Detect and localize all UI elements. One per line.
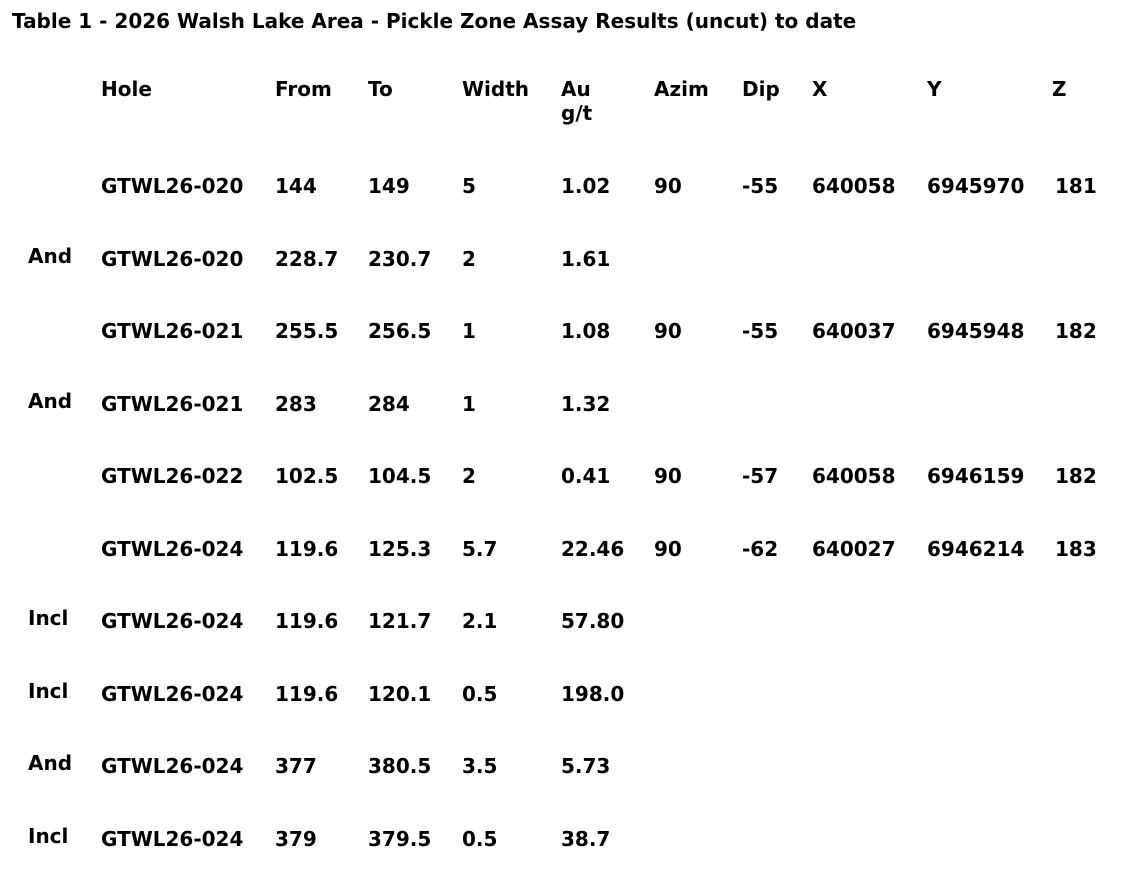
cell-y: 6946159 [927,464,1025,488]
cell-au: 57.80 [561,609,625,633]
cell-au: 1.02 [561,174,611,198]
cell-to: 121.7 [368,609,432,633]
cell-width: 2.1 [462,609,498,633]
cell-au: 1.32 [561,392,611,416]
cell-from: 119.6 [275,537,339,561]
cell-azim: 90 [654,537,682,561]
cell-z: 182 [1055,319,1097,343]
row-qualifier: Incl [28,606,69,630]
header-hole: Hole [101,77,152,101]
cell-to: 379.5 [368,827,432,851]
cell-from: 144 [275,174,317,198]
cell-from: 228.7 [275,247,339,271]
cell-x: 640037 [812,319,896,343]
header-azim: Azim [654,77,709,101]
header-y: Y [927,77,942,101]
cell-to: 104.5 [368,464,432,488]
cell-width: 3.5 [462,754,498,778]
cell-to: 380.5 [368,754,432,778]
cell-hole: GTWL26-021 [101,392,244,416]
row-qualifier: Incl [28,679,69,703]
cell-hole: GTWL26-020 [101,247,244,271]
cell-au: 5.73 [561,754,611,778]
cell-to: 120.1 [368,682,432,706]
header-z: Z [1052,77,1067,101]
cell-width: 1 [462,319,476,343]
cell-width: 0.5 [462,827,498,851]
cell-dip: -62 [742,537,779,561]
cell-width: 2 [462,247,476,271]
cell-width: 2 [462,464,476,488]
cell-z: 182 [1055,464,1097,488]
cell-y: 6945970 [927,174,1025,198]
cell-azim: 90 [654,464,682,488]
cell-to: 256.5 [368,319,432,343]
cell-to: 284 [368,392,410,416]
cell-y: 6946214 [927,537,1025,561]
cell-x: 640058 [812,464,896,488]
header-from: From [275,77,332,101]
row-qualifier: Incl [28,824,69,848]
cell-x: 640027 [812,537,896,561]
cell-au: 198.0 [561,682,625,706]
cell-from: 102.5 [275,464,339,488]
header-dip: Dip [742,77,780,101]
cell-hole: GTWL26-020 [101,174,244,198]
header-au-line1: Au [561,77,591,101]
cell-width: 0.5 [462,682,498,706]
header-to: To [368,77,393,101]
cell-z: 183 [1055,537,1097,561]
cell-au: 0.41 [561,464,611,488]
cell-to: 149 [368,174,410,198]
cell-hole: GTWL26-024 [101,537,244,561]
cell-au: 22.46 [561,537,625,561]
cell-au: 38.7 [561,827,611,851]
cell-width: 5.7 [462,537,498,561]
cell-dip: -55 [742,174,779,198]
cell-from: 283 [275,392,317,416]
header-au [561,77,592,125]
cell-x: 640058 [812,174,896,198]
cell-dip: -57 [742,464,779,488]
table-title: Table 1 - 2026 Walsh Lake Area - Pickle Zone Assay Results (uncut) to date [12,9,857,33]
cell-to: 230.7 [368,247,432,271]
cell-dip: -55 [742,319,779,343]
row-qualifier: And [28,751,73,775]
cell-hole: GTWL26-024 [101,827,244,851]
cell-hole: GTWL26-021 [101,319,244,343]
cell-hole: GTWL26-024 [101,754,244,778]
header-au-line2: g/t [561,101,593,125]
cell-to: 125.3 [368,537,432,561]
row-qualifier: And [28,389,73,413]
cell-width: 5 [462,174,476,198]
cell-au: 1.61 [561,247,611,271]
cell-z: 181 [1055,174,1097,198]
cell-au: 1.08 [561,319,611,343]
cell-hole: GTWL26-024 [101,682,244,706]
cell-from: 119.6 [275,609,339,633]
cell-hole: GTWL26-024 [101,609,244,633]
header-x: X [812,77,828,101]
cell-azim: 90 [654,319,682,343]
header-width: Width [462,77,530,101]
cell-azim: 90 [654,174,682,198]
row-qualifier: And [28,244,73,268]
cell-from: 377 [275,754,317,778]
cell-hole: GTWL26-022 [101,464,244,488]
cell-from: 255.5 [275,319,339,343]
cell-y: 6945948 [927,319,1025,343]
cell-width: 1 [462,392,476,416]
cell-from: 379 [275,827,317,851]
cell-from: 119.6 [275,682,339,706]
